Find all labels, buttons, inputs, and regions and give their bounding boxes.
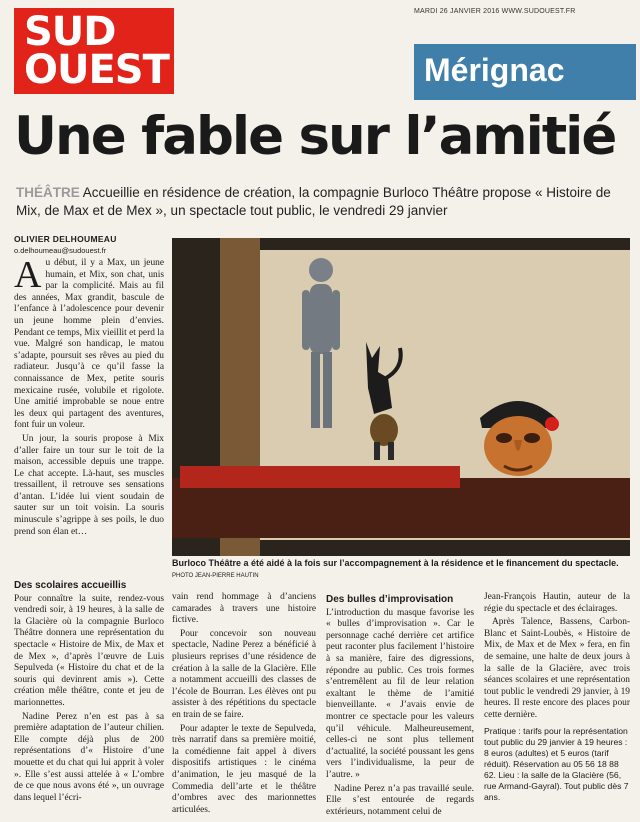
shadow-puppet-cat-icon (358, 338, 406, 460)
col2-paragraph-2: Nadine Perez n’en est pas à sa première adaptation de l’auteur chilien. Elle compte déjà plus de 200 représentations d’« Histoire d’une mouette et du chat qui lui apprit à voler ». Elle s’est aussi attelée à « L’ombre de ce que nous avons été », un ouvrage dans lequel l’écri- (14, 711, 164, 803)
dropcap: A (14, 254, 42, 296)
author-email: o.delhoumeau@sudouest.fr (14, 246, 107, 255)
subhead-scolaires: Des scolaires accueillis (14, 580, 127, 591)
intro-column (14, 254, 164, 540)
kicker-text: Accueillie en résidence de création, la compagnie Burloco Théâtre propose « Histoire de Mix, de Max et de Mex », un spectacle tout public, le vendredi 29 janvier (16, 185, 611, 218)
col4-paragraph-2: Nadine Perez n’a pas travaillé seule. Elle s’est entourée de regards extérieurs, notamment celui de (326, 783, 474, 817)
caption-text: Burloco Théâtre a été aidé à la fois sur l’accompagnement à la résidence et le financement du spectacle. (172, 558, 619, 568)
shadow-puppet-boy-icon (298, 256, 344, 432)
masthead-date (414, 8, 575, 15)
headline: Une fable sur l’amitié (14, 106, 616, 167)
author-name: OLIVIER DELHOUMEAU (14, 234, 117, 244)
sud-ouest-logo (14, 8, 174, 94)
commedia-mask-actor-icon (474, 388, 562, 480)
col4-paragraph-1: L’introduction du masque favorise les « bulles d’improvisation ». Car le personnage caché derrière cet artifice peut raconter plus facilement l’histoire à sa manière, faire des digressions, répondre au public. Ces trois formes s’entremêlent au fil de leur relation exaltant le thème de l’amitié bienveillante. « J’avais envie de montrer ce spectacle pour les valeurs qu’il véhicule. Malheureusement, celles-ci ne sont plus tellement d’actualité, la société poussant les gens vers l’individualisme, la peur de l’autre. » (326, 607, 474, 780)
intro-paragraph-2: Un jour, la souris propose à Mix d’aller faire un tour sur le toit de la maison, accessible depuis une trappe. Le chat accepte. Là-haut, ses muscles tressaillent, il retrouve ses sensations d’antan. L’idée lui vient soudain de sauter sur un toit voisin. La souris minuscule s’agrippe à ses poils, le duo prend son élan et… (14, 433, 164, 537)
column-3 (172, 592, 316, 818)
col3-paragraph-2: Pour adapter le texte de Sepulveda, très narratif dans sa première moitié, la comédienne fait appel à divers dispositifs artistiques : le cinéma d’animation, le jeu masqué de la Commedia dell’arte et le théâtre d’ombres avec des marionnettes articulées. (172, 723, 316, 815)
article-photo (172, 238, 630, 556)
practical-info: Pratique : tarifs pour la représentation tout public du 29 janvier à 19 heures : 8 euros (adultes) et 5 euros (tarif réduit). Réservation au 05 56 18 88 62. Lieu : la salle de la Glacière (56, rue Armand-Gayral). Tout public dès 7 ans. (484, 725, 629, 802)
city-section-band: Mérignac (414, 44, 636, 100)
logo-line1: SUD (24, 9, 116, 55)
logo-line2: OUEST (24, 47, 169, 93)
kicker (16, 184, 626, 220)
col3-paragraph-1: Pour concevoir son nouveau spectacle, Nadine Perez a bénéficié à plusieurs reprises d’une résidence de création à la salle de la Glacière. Elle a notamment accueilli des classes de l’école de Bourran. Les élèves ont pu assister à des répétitions du spectacle en train de se faire. (172, 628, 316, 720)
subhead-improvisation: Des bulles d’improvisation (326, 594, 454, 605)
col5-paragraph-0: Jean-François Hautin, auteur de la régie du spectacle et des éclairages. (484, 592, 630, 614)
col2-paragraph-1: Pour connaître la suite, rendez-vous vendredi soir, à 19 heures, à la salle de la Glacière où la compagnie Burloco Théâtre donnera une représentation du spectacle « Histoire de Mix, de Max et de Mex », d’après l’œuvre de Luis Sepulveda (« Histoire du chat et de la souris qui devinrent amis »). Cette création mêle théâtre, conte et jeu de marionnettes. (14, 593, 164, 708)
site-url: WWW.SUDOUEST.FR (501, 8, 576, 15)
issue-date: MARDI 26 JANVIER 2016 (414, 8, 500, 15)
col3-paragraph-0: vain rend hommage à d’anciens camarades à travers une histoire fictive. (172, 592, 316, 626)
column-4 (326, 592, 474, 820)
column-2 (14, 578, 164, 806)
photo-credit: PHOTO JEAN-PIERRE HAUTIN (172, 573, 259, 579)
col5-paragraph-1: Après Talence, Bassens, Carbon-Blanc et Saint-Loubès, « Histoire de Mix, de Max et de Mex » fera, en fin de semaine, une halte de deux jours à la salle de la Glacière, avec trois séances scolaires et une représentation tout public le vendredi 29 janvier, à 19 heures. Il reste encore des places pour cette dernière. (484, 617, 630, 720)
photo-caption (172, 558, 630, 582)
intro-paragraph-1: u début, il y a Max, un jeune humain, et Mix, son chat, unis par la complicité. Mais au fil des années, Max grandit, bascule de l’enfance à l’adolescence pour devenir un jeune homme plein d’envies. Pendant ce temps, Mix vieillit et perd la vue. Malgré son handicap, le matou s’adapte, poursuit ses rêves au pied du radiateur. Jusqu’à ce qu’il fasse la connaissance de Mex, petite souris mexicaine rusée, volubile et rigolote. Une amitié improbable se noue entre les deux qui partagent des aventures, font fuir un voleur. (14, 258, 164, 431)
rubric: THÉÂTRE (16, 185, 80, 200)
photo-red-cloth (180, 466, 460, 488)
column-5 (484, 592, 630, 805)
